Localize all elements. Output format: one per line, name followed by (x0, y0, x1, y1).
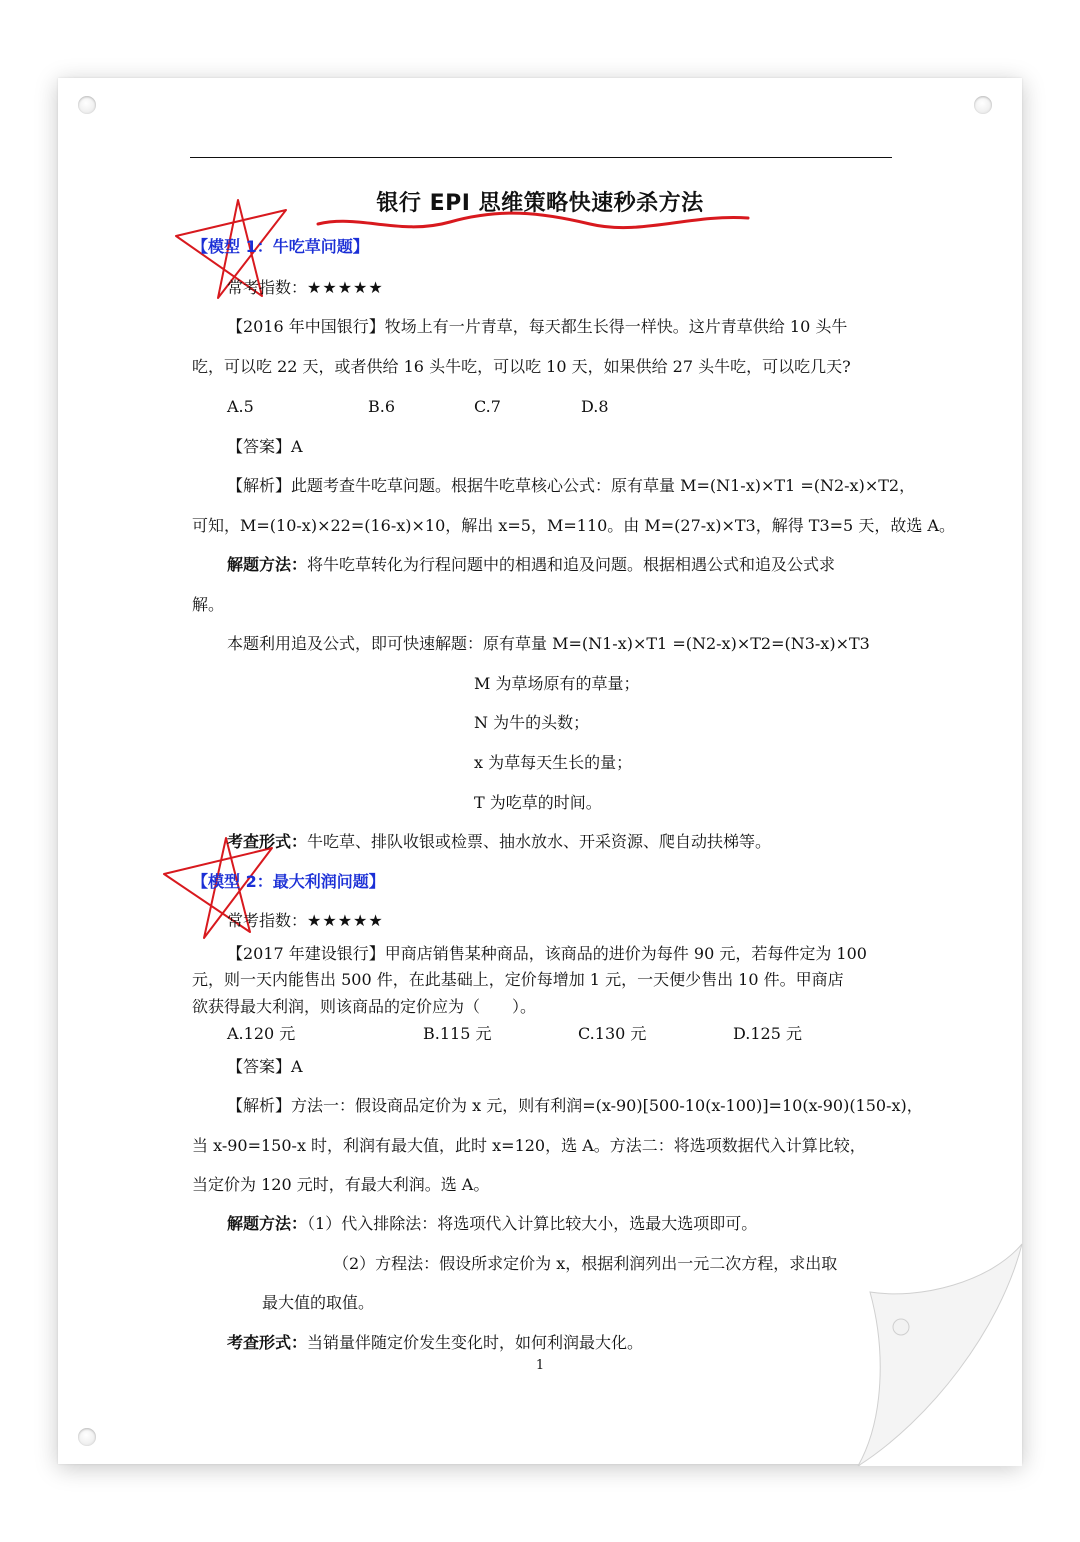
model2-exam-form (227, 1332, 643, 1354)
model1-analysis-line1: 【解析】此题考查牛吃草问题。根据牛吃草核心公式：原有草量 M=(N1-x)×T1 =(N2-x)×T2， (227, 476, 916, 495)
model2-exam-form-text: 当销量伴随定价发生变化时，如何利润最大化。 (307, 1333, 644, 1352)
model2-answer: 【答案】A (227, 1057, 303, 1076)
model2-question-line1: 【2017 年建设银行】甲商店销售某种商品，该商品的进价为每件 90 元，若每件定为 100 (227, 944, 867, 963)
model1-definition-2: N 为牛的头数； (474, 713, 590, 732)
model2-exam-form-label: 考查形式： (227, 1333, 308, 1352)
model2-method-text1: （1）代入排除法：将选项代入计算比较大小，选最大选项即可。 (307, 1214, 758, 1233)
model2-analysis-line2: 当 x-90=150-x 时，利润有最大值，此时 x=120，选 A。方法二：将选项数据代入计算比较， (192, 1136, 866, 1155)
model1-definition-1: M 为草场原有的草量； (474, 674, 640, 693)
model1-frequency (227, 277, 384, 299)
model2-question-line3: 欲获得最大利润，则该商品的定价应为（ ）。 (192, 997, 537, 1016)
model2-option-c: C.130 元 (578, 1024, 647, 1043)
model2-frequency (227, 910, 384, 932)
model1-frequency-label: 常考指数： (227, 278, 308, 297)
page-number: 1 (535, 1358, 545, 1373)
punch-hole-top-right (974, 96, 992, 114)
model2-method-text3: 最大值的取值。 (262, 1293, 375, 1312)
model1-method-label: 解题方法： (227, 555, 308, 574)
model2-method-label: 解题方法： (227, 1214, 308, 1233)
model2-option-b: B.115 元 (423, 1024, 492, 1043)
model1-option-b: B.6 (368, 397, 396, 416)
model2-option-a: A.120 元 (227, 1024, 296, 1043)
model1-method (227, 554, 835, 576)
model1-definition-3: x 为草每天生长的量； (474, 753, 633, 772)
model2-method-text2: （2）方程法：假设所求定价为 x，根据利润列出一元二次方程，求出取 (333, 1254, 838, 1273)
header-rule (190, 157, 892, 158)
model1-option-d: D.8 (581, 397, 609, 416)
model2-analysis-line1: 【解析】方法一：假设商品定价为 x 元，则有利润=(x-90)[500-10(x-100)]=10(x-90)(150-x)， (227, 1096, 923, 1115)
model1-option-a: A.5 (227, 397, 254, 416)
model1-method-text: 将牛吃草转化为行程问题中的相遇和追及问题。根据相遇公式和追及公式求 (307, 555, 836, 574)
punch-hole-top-left (78, 96, 96, 114)
model1-option-c: C.7 (474, 397, 501, 416)
model1-exam-form-text: 牛吃草、排队收银或检票、抽水放水、开采资源、爬自动扶梯等。 (307, 832, 772, 851)
model1-exam-form (227, 831, 771, 853)
model2-analysis-line3: 当定价为 120 元时，有最大利润。选 A。 (192, 1175, 490, 1194)
model2-heading: 【模型 2：最大利润问题】 (192, 872, 385, 891)
model1-heading: 【模型 1：牛吃草问题】 (192, 237, 369, 256)
punch-hole-bottom-left (78, 1428, 96, 1446)
model2-frequency-label: 常考指数： (227, 911, 308, 930)
model1-formula-line: 本题利用追及公式，即可快速解题：原有草量 M=(N1-x)×T1 =(N2-x)×T2=(N3-x)×T3 (227, 634, 870, 653)
model2-option-d: D.125 元 (733, 1024, 802, 1043)
model1-definition-4: T 为吃草的时间。 (474, 793, 602, 812)
model2-method (227, 1213, 757, 1235)
model1-analysis-line2: 可知，M=(10-x)×22=(16-x)×10，解出 x=5，M=110。由 M=(27-x)×T3，解得 T3=5 天，故选 A。 (192, 516, 955, 535)
model1-stars: ★★★★★ (307, 278, 384, 297)
model1-question-line2: 吃，可以吃 22 天，或者供给 16 头牛吃，可以吃 10 天，如果供给 27 头牛吃，可以吃几天? (192, 357, 851, 376)
model2-question-line2: 元，则一天内能售出 500 件，在此基础上，定价每增加 1 元，一天便少售出 10 件。甲商店 (192, 970, 844, 989)
model1-method-text2: 解。 (192, 595, 225, 614)
page-title: 银行 EPI 思维策略快速秒杀方法 (376, 191, 704, 216)
model2-stars: ★★★★★ (307, 911, 384, 930)
model1-exam-form-label: 考查形式： (227, 832, 308, 851)
model1-question-line1: 【2016 年中国银行】牧场上有一片青草，每天都生长得一样快。这片青草供给 10 头牛 (227, 317, 848, 336)
model1-answer: 【答案】A (227, 437, 303, 456)
